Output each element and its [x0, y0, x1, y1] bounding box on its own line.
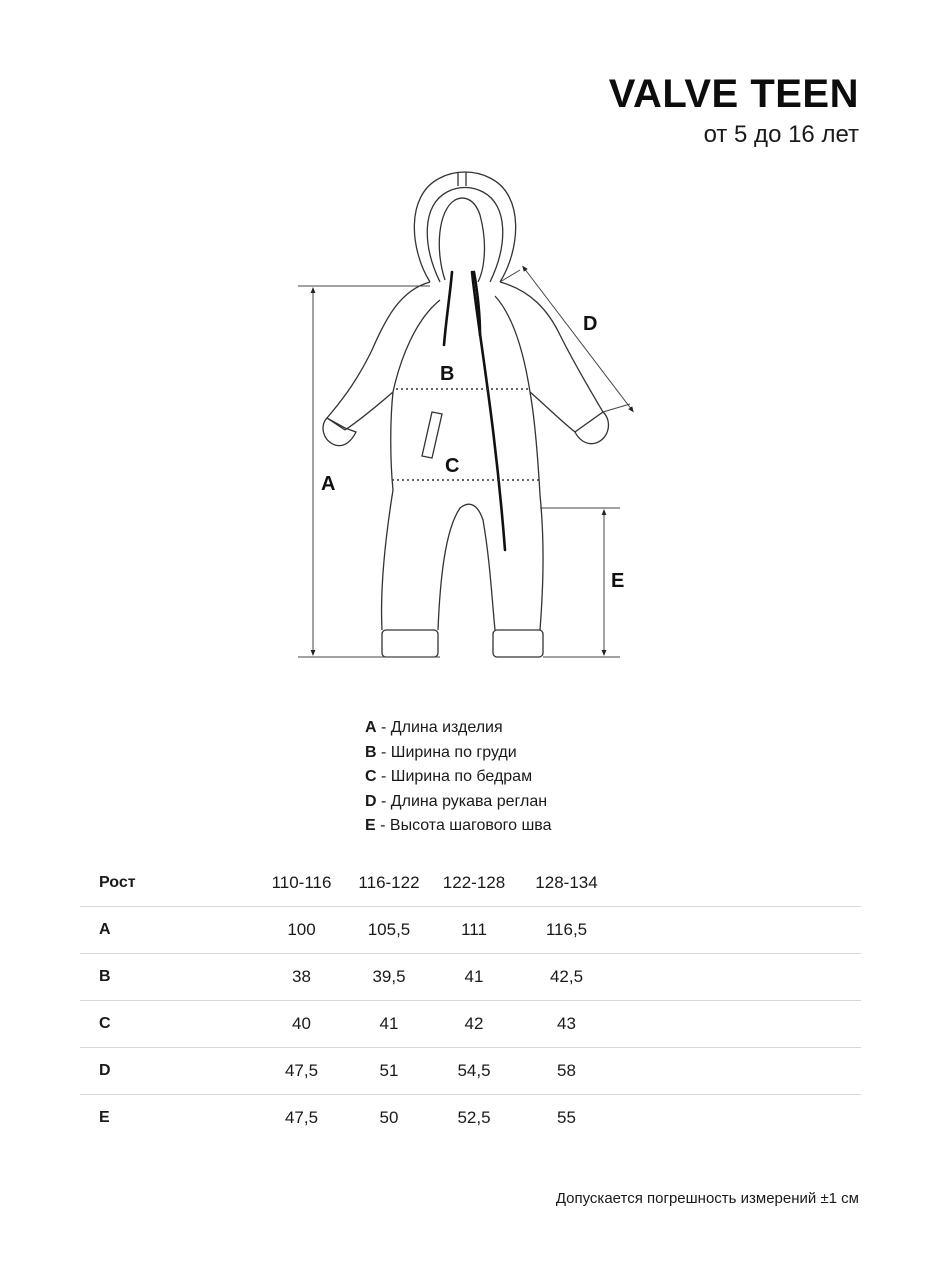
size-table	[80, 860, 861, 1141]
table-cell: 105,5	[349, 907, 429, 954]
table-cell: 51	[349, 1048, 429, 1095]
table-spacer	[614, 907, 861, 954]
size-table-header	[80, 860, 861, 907]
row-label: A	[80, 907, 254, 954]
legend-item: E - Высота шагового шва	[365, 817, 552, 834]
zipper-and-drawstrings	[444, 272, 505, 550]
table-cell: 43	[519, 1001, 614, 1048]
label-b: B	[440, 363, 455, 385]
dotted-width-lines	[392, 389, 540, 480]
table-spacer	[614, 860, 861, 907]
legend-item: D - Длина рукава реглан	[365, 792, 548, 810]
size-column-header: 110-116	[271, 873, 332, 892]
row-label: B	[80, 954, 254, 1001]
table-cell: 42	[429, 1001, 519, 1048]
table-cell: 39,5	[349, 954, 429, 1001]
legend-item: B - Ширина по груди	[365, 743, 517, 761]
row-label: E	[80, 1095, 254, 1142]
row-label: C	[80, 1001, 254, 1048]
height-header: Рост	[99, 874, 136, 891]
table-row	[80, 1001, 861, 1048]
size-column-header: 128-134	[535, 873, 598, 892]
table-cell: 41	[429, 954, 519, 1001]
measurements-legend	[365, 716, 552, 839]
table-cell: 52,5	[429, 1095, 519, 1142]
table-spacer	[614, 1048, 861, 1095]
table-cell: 58	[519, 1048, 614, 1095]
table-row	[80, 954, 861, 1001]
table-cell: 47,5	[254, 1095, 349, 1142]
table-cell: 55	[519, 1095, 614, 1142]
table-row	[80, 1048, 861, 1095]
legend-item: C - Ширина по бедрам	[365, 768, 533, 785]
table-cell: 50	[349, 1095, 429, 1142]
product-title: VALVE TEEN	[608, 72, 859, 116]
table-spacer	[614, 1095, 861, 1142]
table-cell: 47,5	[254, 1048, 349, 1095]
jumpsuit-diagram	[0, 160, 935, 680]
table-cell: 54,5	[429, 1048, 519, 1095]
label-e: E	[611, 570, 625, 592]
legend-item: A - Длина изделия	[365, 719, 503, 736]
size-column-header: 116-122	[358, 873, 420, 892]
measurement-tolerance-note: Допускается погрешность измерений ±1 см	[555, 1190, 859, 1207]
table-cell: 116,5	[519, 907, 614, 954]
table-row	[80, 1095, 861, 1142]
label-a: A	[321, 473, 336, 495]
jumpsuit-outline	[323, 172, 608, 657]
table-cell: 100	[254, 907, 349, 954]
label-d: D	[583, 313, 598, 335]
table-spacer	[614, 954, 861, 1001]
row-label: D	[80, 1048, 254, 1095]
label-c: C	[445, 455, 460, 477]
table-row	[80, 907, 861, 954]
table-cell: 40	[254, 1001, 349, 1048]
age-range-subtitle: от 5 до 16 лет	[703, 121, 859, 148]
measurement-lines	[298, 268, 632, 657]
table-cell: 38	[254, 954, 349, 1001]
table-spacer	[614, 1001, 861, 1048]
table-cell: 111	[429, 907, 519, 954]
table-cell: 42,5	[519, 954, 614, 1001]
table-cell: 41	[349, 1001, 429, 1048]
size-column-header: 122-128	[442, 873, 506, 892]
